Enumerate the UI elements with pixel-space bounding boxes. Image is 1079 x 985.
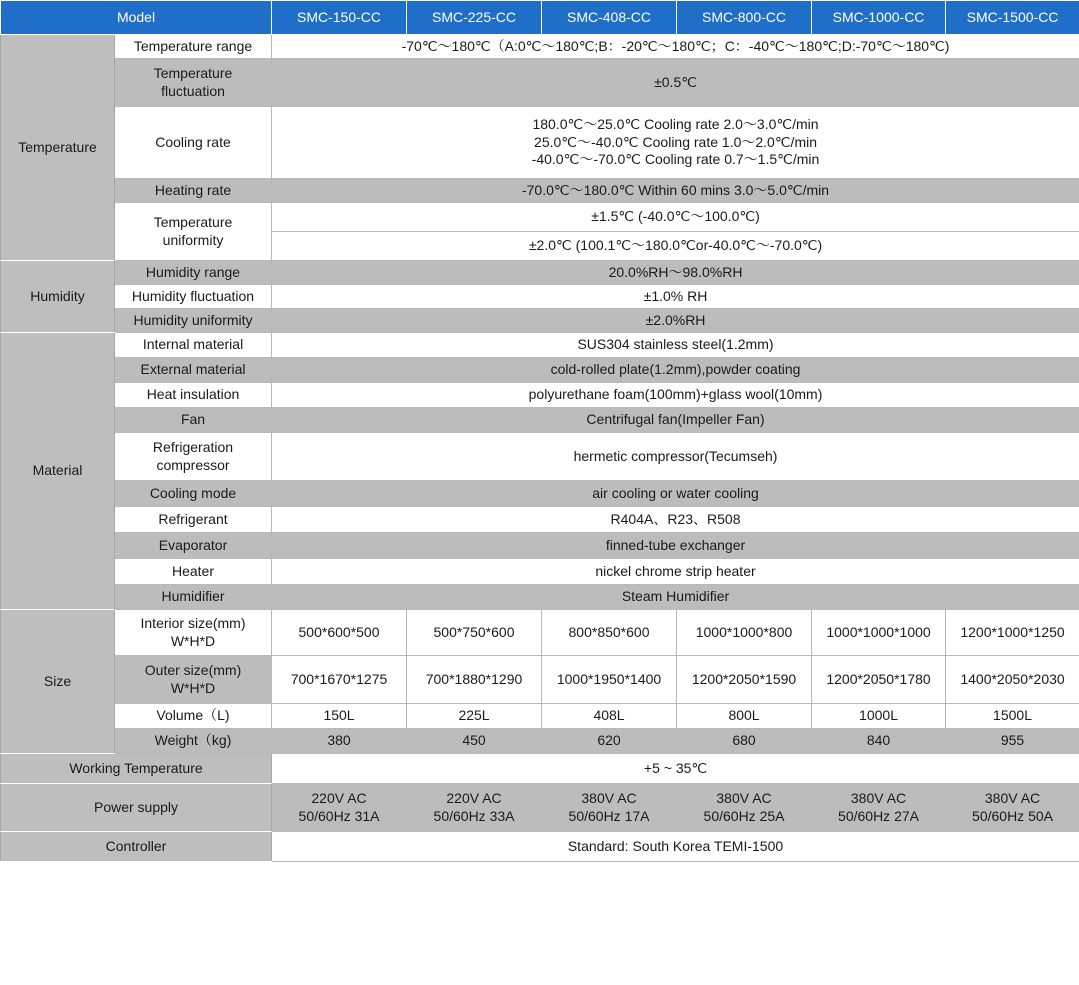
row-label: Temperature fluctuation (115, 59, 272, 107)
row-label: Volume（L) (115, 704, 272, 729)
table-row (1, 559, 1079, 585)
cell-value: 840 (812, 729, 946, 754)
table-row (1, 704, 1079, 729)
cell-value: 408L (542, 704, 677, 729)
row-value: Standard: South Korea TEMI-1500 (272, 832, 1079, 862)
model-header-1: SMC-150-CC (272, 1, 407, 35)
row-value: ±2.0℃ (100.1℃～180.0℃or-40.0℃～-70.0℃) (272, 232, 1079, 261)
table-row (1, 784, 1079, 832)
cooling-line: -40.0℃～-70.0℃ Cooling rate 0.7～1.5℃/min (531, 151, 820, 168)
table-row (1, 585, 1079, 610)
table-row (1, 754, 1079, 784)
row-label: Evaporator (115, 533, 272, 559)
cell-value: 1000*1000*800 (677, 610, 812, 656)
cell-value: 1000*1950*1400 (542, 656, 677, 704)
cell-value: 1200*1000*1250 (946, 610, 1079, 656)
row-label: Heat insulation (115, 383, 272, 408)
row-label: External material (115, 358, 272, 383)
cell-value: 500*600*500 (272, 610, 407, 656)
table-row (1, 358, 1079, 383)
working-temperature-label: Working Temperature (1, 754, 272, 784)
row-label: Heating rate (115, 179, 272, 203)
row-value: +5 ~ 35℃ (272, 754, 1079, 784)
cell-value: 380V AC 50/60Hz 17A (542, 784, 677, 832)
cell-value: 1000L (812, 704, 946, 729)
cell-value: 225L (407, 704, 542, 729)
table-row (1, 832, 1079, 862)
row-value: ±2.0%RH (272, 309, 1079, 333)
cell-value: 700*1670*1275 (272, 656, 407, 704)
cooling-line: 25.0℃～-40.0℃ Cooling rate 1.0～2.0℃/min (534, 133, 817, 150)
cell-value: 380 (272, 729, 407, 754)
cell-value: 1200*2050*1780 (812, 656, 946, 704)
row-label: Refrigerant (115, 507, 272, 533)
row-label: Weight（kg) (115, 729, 272, 754)
cell-value: 1500L (946, 704, 1079, 729)
category-material: Material (1, 333, 115, 610)
cell-value: 220V AC 50/60Hz 31A (272, 784, 407, 832)
row-value: SUS304 stainless steel(1.2mm) (272, 333, 1079, 358)
row-label: Heater (115, 559, 272, 585)
table-row (1, 333, 1079, 358)
row-value: polyurethane foam(100mm)+glass wool(10mm) (272, 383, 1079, 408)
row-label: Temperature uniformity (115, 203, 272, 261)
row-value: finned-tube exchanger (272, 533, 1079, 559)
model-header-6: SMC-1500-CC (946, 1, 1079, 35)
table-row (1, 507, 1079, 533)
row-label: Internal material (115, 333, 272, 358)
cell-value: 450 (407, 729, 542, 754)
table-row (1, 35, 1079, 59)
category-size: Size (1, 610, 115, 754)
cell-value: 1200*2050*1590 (677, 656, 812, 704)
table-row (1, 179, 1079, 203)
row-value: Centrifugal fan(Impeller Fan) (272, 408, 1079, 433)
row-value: Steam Humidifier (272, 585, 1079, 610)
model-header-2: SMC-225-CC (407, 1, 542, 35)
table-row (1, 656, 1079, 704)
row-label: Humidity fluctuation (115, 285, 272, 309)
row-label: Refrigeration compressor (115, 433, 272, 481)
table-row (1, 533, 1079, 559)
model-header-5: SMC-1000-CC (812, 1, 946, 35)
cell-value: 680 (677, 729, 812, 754)
model-header-4: SMC-800-CC (677, 1, 812, 35)
table-row (1, 610, 1079, 656)
row-label: Cooling rate (115, 107, 272, 179)
row-value: air cooling or water cooling (272, 481, 1079, 507)
table-row (1, 408, 1079, 433)
cell-value: 150L (272, 704, 407, 729)
row-value: ±0.5℃ (272, 59, 1079, 107)
row-value: R404A、R23、R508 (272, 507, 1079, 533)
row-value: ±1.5℃ (-40.0℃～100.0℃) (272, 203, 1079, 232)
row-value: ±1.0% RH (272, 285, 1079, 309)
table-row (1, 203, 1079, 232)
cell-value: 620 (542, 729, 677, 754)
row-label: Outer size(mm) W*H*D (115, 656, 272, 704)
cell-value: 700*1880*1290 (407, 656, 542, 704)
row-label: Humidifier (115, 585, 272, 610)
row-value (272, 107, 1079, 179)
row-value: hermetic compressor(Tecumseh) (272, 433, 1079, 481)
model-header: Model (1, 1, 272, 35)
power-supply-label: Power supply (1, 784, 272, 832)
cell-value: 220V AC 50/60Hz 33A (407, 784, 542, 832)
table-row (1, 481, 1079, 507)
table-row (1, 309, 1079, 333)
row-label: Humidity uniformity (115, 309, 272, 333)
row-label: Interior size(mm) W*H*D (115, 610, 272, 656)
cell-value: 380V AC 50/60Hz 50A (946, 784, 1079, 832)
row-label: Fan (115, 408, 272, 433)
table-row (1, 261, 1079, 285)
row-value: 20.0%RH～98.0%RH (272, 261, 1079, 285)
cell-value: 1000*1000*1000 (812, 610, 946, 656)
table-row (1, 107, 1079, 179)
category-temperature: Temperature (1, 35, 115, 261)
cooling-line: 180.0℃～25.0℃ Cooling rate 2.0～3.0℃/min (532, 116, 819, 133)
row-value: -70.0℃～180.0℃ Within 60 mins 3.0～5.0℃/min (272, 179, 1079, 203)
cell-value: 500*750*600 (407, 610, 542, 656)
row-label: Humidity range (115, 261, 272, 285)
row-label: Cooling mode (115, 481, 272, 507)
cell-value: 800L (677, 704, 812, 729)
table-row (1, 59, 1079, 107)
table-row (1, 383, 1079, 408)
table-row (1, 433, 1079, 481)
cell-value: 955 (946, 729, 1079, 754)
header-row (1, 1, 1079, 35)
cell-value: 1400*2050*2030 (946, 656, 1079, 704)
row-value: nickel chrome strip heater (272, 559, 1079, 585)
cell-value: 380V AC 50/60Hz 27A (812, 784, 946, 832)
table-row (1, 285, 1079, 309)
row-label: Temperature range (115, 35, 272, 59)
row-value: cold-rolled plate(1.2mm),powder coating (272, 358, 1079, 383)
table-row (1, 729, 1079, 754)
cell-value: 380V AC 50/60Hz 25A (677, 784, 812, 832)
cell-value: 800*850*600 (542, 610, 677, 656)
model-header-3: SMC-408-CC (542, 1, 677, 35)
controller-label: Controller (1, 832, 272, 862)
category-humidity: Humidity (1, 261, 115, 333)
row-value: -70℃～180℃（A:0℃～180℃;B：-20℃～180℃；C：-40℃～180℃;D:-70℃～180℃) (272, 35, 1079, 59)
